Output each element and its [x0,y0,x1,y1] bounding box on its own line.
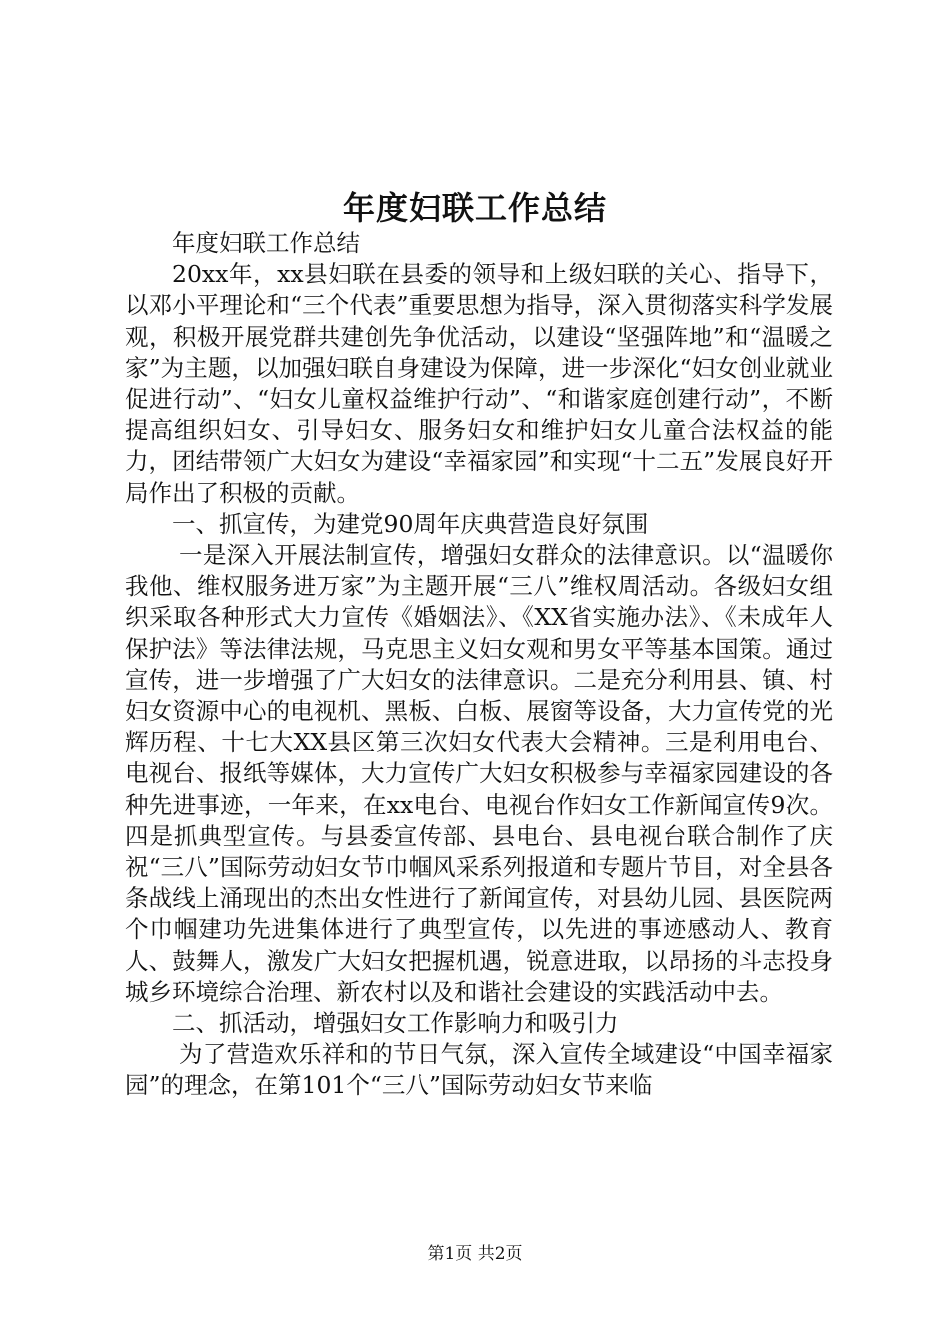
paragraph-section-1: 一是深入开展法制宣传，增强妇女群众的法律意识。以“温暖你我他、维权服务进万家”为主题开展“三八”维权周活动。各级妇女组织采取各种形式大力宣传《婚姻法》、《XX省实施办法》、《未成年人保护法》等法律法规，马克思主义妇女观和男女平等基本国策。通过宣传，进一步增强了广大妇女的法律意识。二是充分利用县、镇、村妇女资源中心的电视机、黑板、白板、展窗等设备，大力宣传党的光辉历程、十七大XX县区第三次妇女代表大会精神。三是利用电台、电视台、报纸等媒体，大力宣传广大妇女积极参与幸福家园建设的各种先进事迹，一年来，在xx电台、电视台作妇女工作新闻宣传9次。四是抓典型宣传。与县委宣传部、县电台、县电视台联合制作了庆祝“三八”国际劳动妇女节巾帼风采系列报道和专题片节目，对全县各条战线上涌现出的杰出女性进行了新闻宣传，对县幼儿园、县医院两个巾帼建功先进集体进行了典型宣传，以先进的事迹感动人、教育人、鼓舞人，激发广大妇女把握机遇，锐意进取，以昂扬的斗志投身城乡环境综合治理、新农村以及和谐社会建设的实践活动中去。 [125,541,833,1006]
section-heading-2: 二、抓活动，增强妇女工作影响力和吸引力 [172,1009,619,1038]
page-footer: 第1页 共2页 [427,1244,523,1264]
paragraph-intro: 20xx年，xx县妇联在县委的领导和上级妇联的关心、指导下，以邓小平理论和“三个代表”重要思想为指导，深入贯彻落实科学发展观，积极开展党群共建创先争优活动，以建设“坚强阵地”和“温暖之家”为主题，以加强妇联自身建设为保障，进一步深化“妇女创业就业促进行动”、“妇女儿童权益维护行动”、“和谐家庭创建行动”，不断提高组织妇女、引导妇女、服务妇女和维护妇女儿童合法权益的能力，团结带领广大妇女为建设“幸福家园”和实现“十二五”发展良好开局作出了积极的贡献。 [125,260,833,507]
section-heading-1: 一、抓宣传，为建党90周年庆典营造良好氛围 [172,509,649,538]
document-title: 年度妇联工作总结 [342,189,607,227]
paragraph-heading: 年度妇联工作总结 [172,229,360,257]
document-body [125,228,833,1102]
paragraph-section-2: 为了营造欢乐祥和的节日气氛，深入宣传全域建设“中国幸福家园”的理念，在第101个“三八”国际劳动妇女节来临 [125,1040,833,1100]
